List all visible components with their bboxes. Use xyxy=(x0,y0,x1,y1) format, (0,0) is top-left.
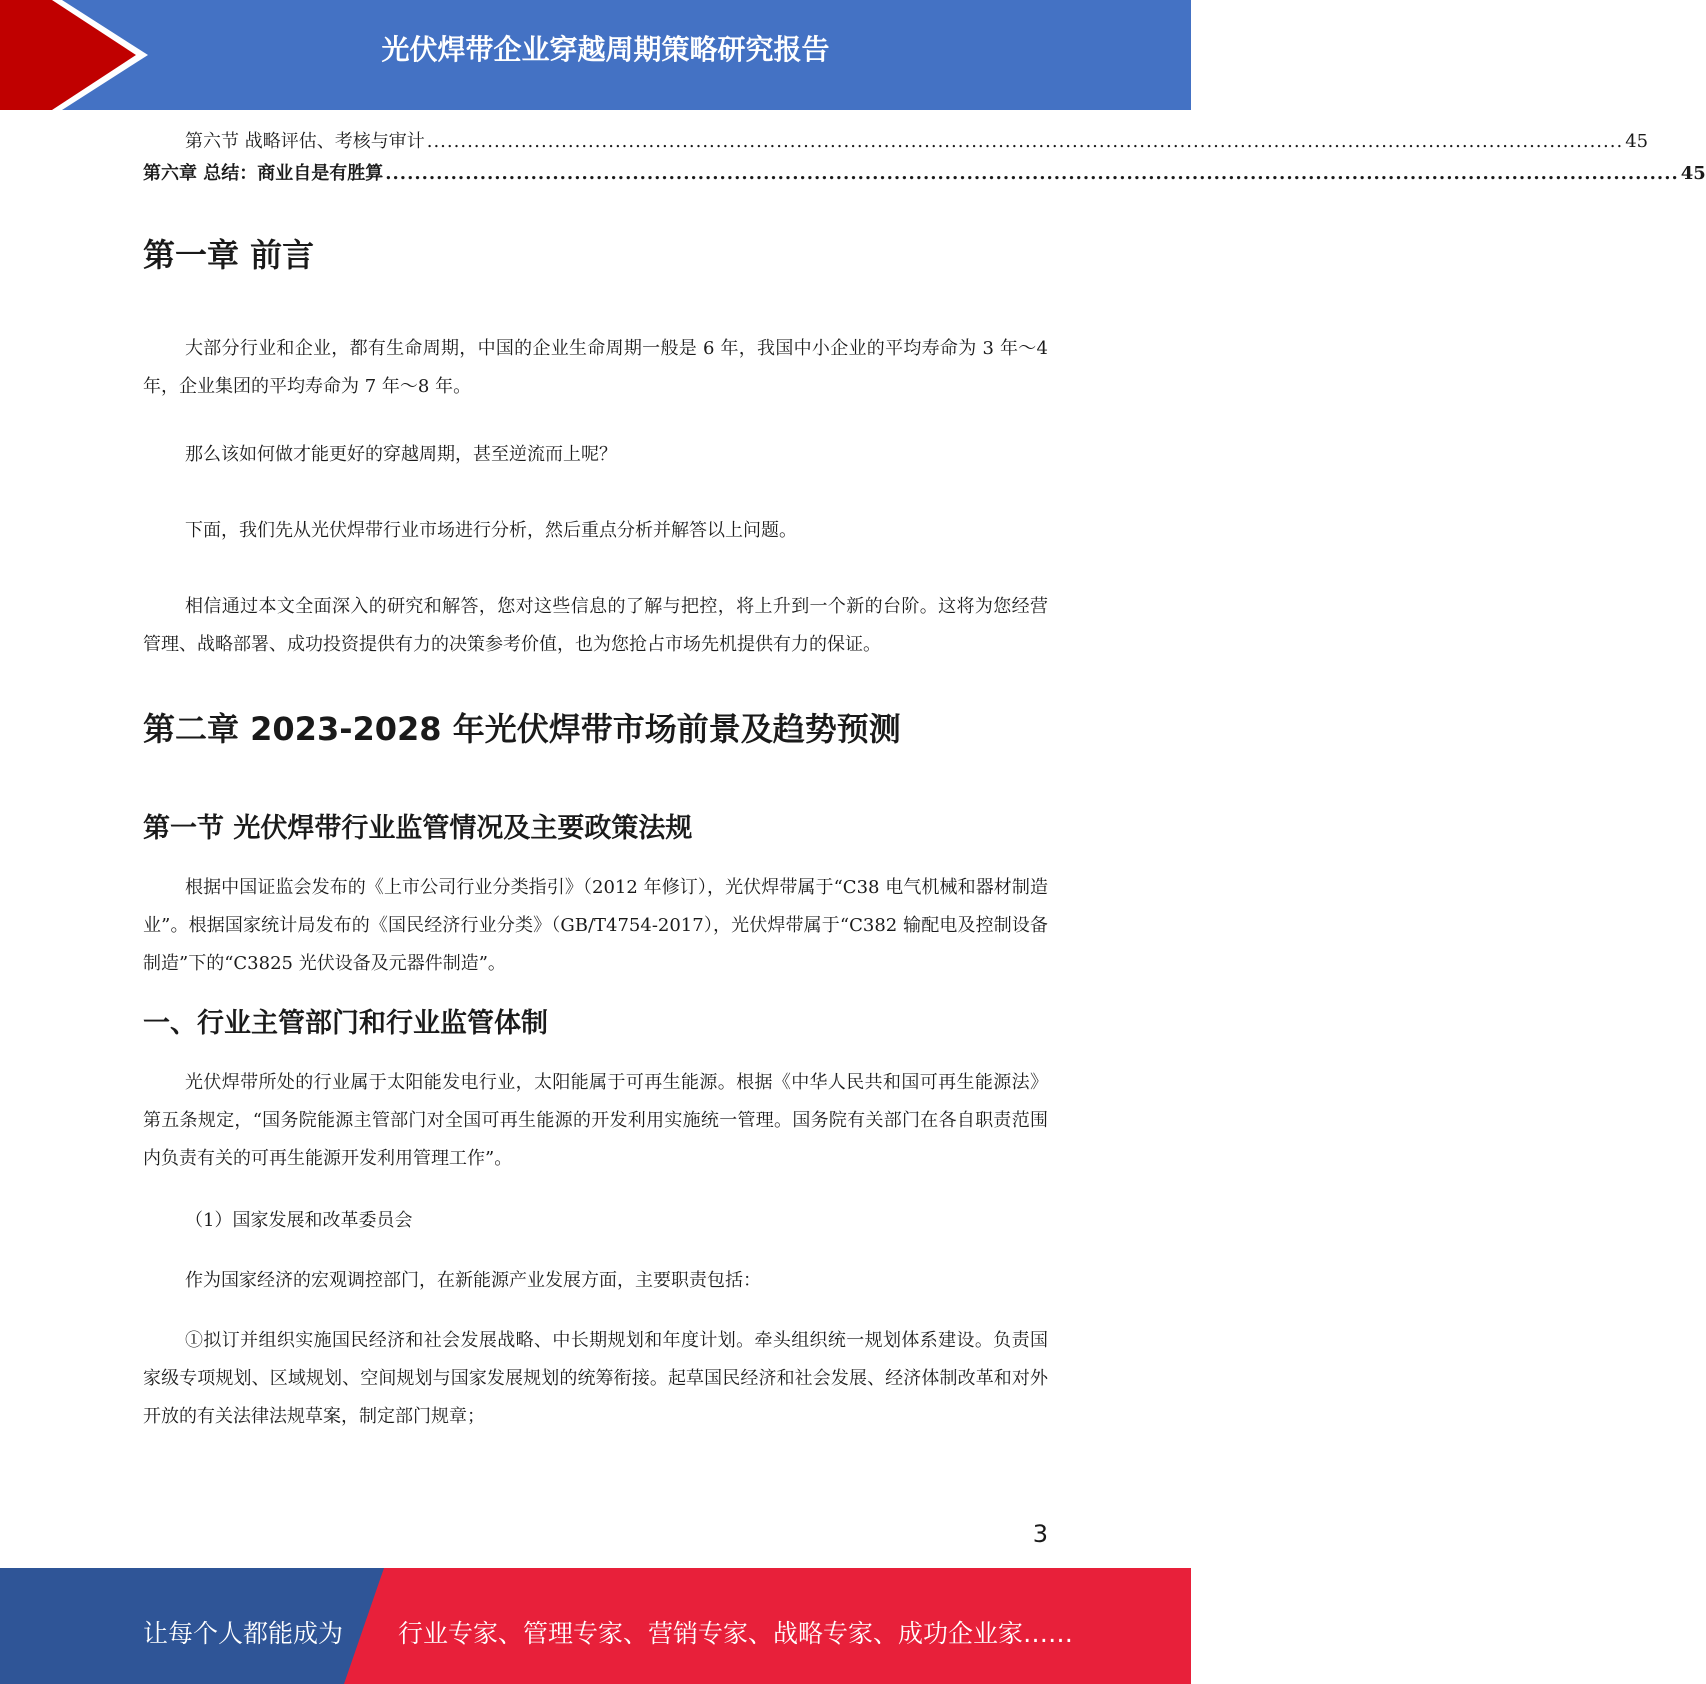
page-footer xyxy=(0,1568,1191,1684)
chapter-title: 第一章 前言 xyxy=(143,236,315,274)
chapter-title: 第二章 2023-2028 年光伏焊带市场前景及趋势预测 xyxy=(143,710,901,748)
report-title: 光伏焊带企业穿越周期策略研究报告 xyxy=(381,33,830,66)
paragraph: ①拟订并组织实施国民经济和社会发展战略、中长期规划和年度计划。牵头组织统一规划体系建设。负责国家级专项规划、区域规划、空间规划与国家发展规划的统筹衔接。起草国民经济和社会发展、经济体制改革和对外开放的有关法律法规草案，制定部门规章； xyxy=(143,1330,1048,1427)
list-heading: （1）国家发展和改革委员会 xyxy=(185,1210,413,1231)
paragraph: 作为国家经济的宏观调控部门，在新能源产业发展方面，主要职责包括： xyxy=(185,1270,761,1291)
paragraph: 根据中国证监会发布的《上市公司行业分类指引》（2012 年修订），光伏焊带属于“C38 电气机械和器材制造业”。根据国家统计局发布的《国民经济行业分类》（GB/T4754-2017），光伏焊带属于“C382 输配电及控制设备制造”下的“C3825 光伏设备及元器件制造”。 xyxy=(143,877,1048,974)
toc-entry-page: 45 xyxy=(1680,163,1706,184)
toc-entry[interactable] xyxy=(143,158,1706,190)
paragraph: 相信通过本文全面深入的研究和解答，您对这些信息的了解与把控，将上升到一个新的台阶。这将为您经营管理、战略部署、成功投资提供有力的决策参考价值，也为您抢占市场先机提供有力的保证。 xyxy=(143,596,1048,655)
paragraph: 大部分行业和企业，都有生命周期，中国的企业生命周期一般是 6 年，我国中小企业的平均寿命为 3 年～4 年，企业集团的平均寿命为 7 年～8 年。 xyxy=(143,338,1048,397)
toc-entry[interactable] xyxy=(143,126,1649,158)
footer-slogan-right: 行业专家、管理专家、营销专家、战略专家、成功企业家…… xyxy=(398,1619,1074,1648)
paragraph: 那么该如何做才能更好的穿越周期，甚至逆流而上呢？ xyxy=(185,444,617,465)
toc-leader: .................................................................................................................................................................................. xyxy=(426,131,1624,152)
page-number: 3 xyxy=(1032,1520,1048,1548)
toc-entry-page: 45 xyxy=(1625,131,1649,152)
page-header xyxy=(0,0,1191,110)
toc-leader: .................................................................................................................................................................................. xyxy=(385,163,1679,184)
toc-entry-label: 第六节 战略评估、考核与审计 xyxy=(185,131,425,152)
subsection-title: 一、行业主管部门和行业监管体制 xyxy=(143,1008,548,1039)
paragraph: 下面，我们先从光伏焊带行业市场进行分析，然后重点分析并解答以上问题。 xyxy=(185,520,797,541)
paragraph: 光伏焊带所处的行业属于太阳能发电行业，太阳能属于可再生能源。根据《中华人民共和国可再生能源法》第五条规定，“国务院能源主管部门对全国可再生能源的开发利用实施统一管理。国务院有关部门在各自职责范围内负责有关的可再生能源开发利用管理工作”。 xyxy=(143,1072,1048,1169)
section-title: 第一节 光伏焊带行业监管情况及主要政策法规 xyxy=(143,813,693,844)
footer-slogan-left: 让每个人都能成为 xyxy=(143,1619,344,1648)
toc-entry-label: 第六章 总结：商业自是有胜算 xyxy=(143,163,384,184)
page-body xyxy=(143,126,1706,1436)
